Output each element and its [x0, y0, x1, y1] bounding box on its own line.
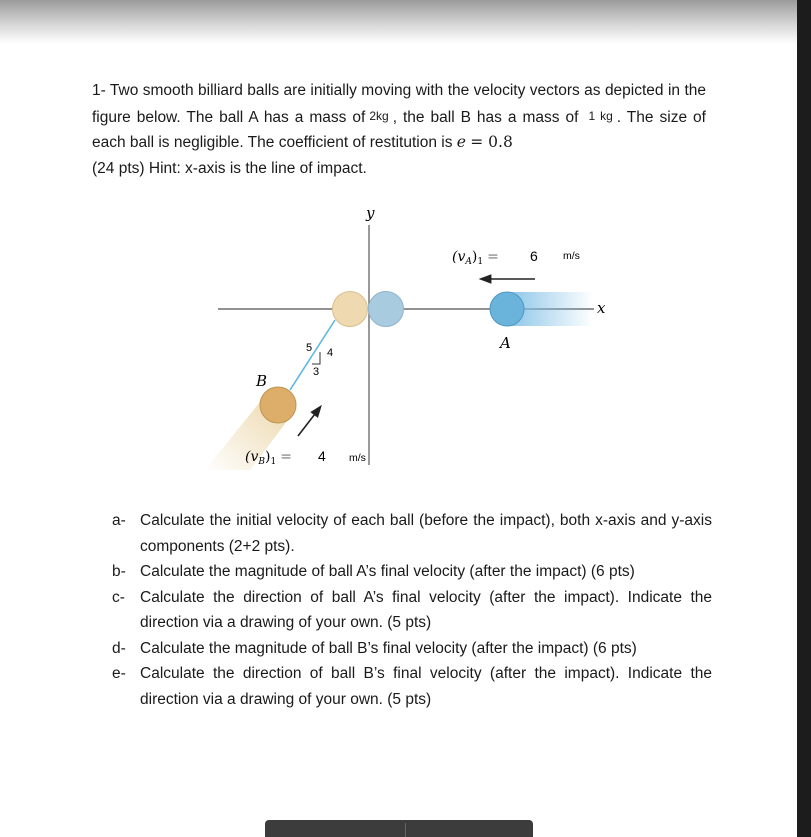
va-close: ) — [471, 249, 478, 265]
part-letter: e- — [112, 665, 126, 682]
part-text: Calculate the magnitude of ball A’s final velocity (after the impact) (6 pts) — [140, 563, 635, 580]
problem-points: (24 pts) — [92, 159, 145, 177]
part-text: Calculate the initial velocity of each ball (before the impact), both x-axis and y-axis components (2+2 pts). — [140, 512, 712, 555]
mass-b-value: 1 kg — [588, 108, 613, 123]
restitution-symbol: e — [456, 133, 466, 151]
part-text: Calculate the direction of ball A’s final velocity (after the impact). Indicate the direction via a drawing of your own. (5 pts) — [140, 588, 712, 631]
velocity-b-label — [245, 449, 292, 467]
question-part — [112, 661, 712, 712]
part-letter: c- — [112, 588, 125, 606]
vb-close: ) — [265, 449, 271, 465]
question-parts — [112, 508, 712, 712]
billiard-figure — [200, 200, 620, 480]
va-eq: = — [487, 249, 499, 265]
x-axis-label: x — [597, 299, 606, 317]
part-letter: a- — [112, 512, 126, 529]
velocity-a-value: 6 — [530, 248, 538, 264]
question-part — [112, 636, 712, 662]
toolbar-divider — [405, 823, 406, 837]
part-text: Calculate the magnitude of ball B’s final velocity (after the impact) (6 pts) — [140, 639, 637, 657]
velocity-b-unit: m/s — [349, 452, 366, 464]
velocity-b-arrow — [298, 410, 318, 436]
y-axis-label: y — [366, 204, 375, 222]
ghost-ball-b-at-impact — [333, 292, 368, 327]
problem-statement — [92, 78, 706, 181]
va-sub: A — [465, 257, 472, 267]
bottom-toolbar[interactable] — [265, 820, 533, 837]
question-part — [112, 585, 712, 636]
browser-top-shadow — [0, 0, 811, 44]
mass-a-value: 2kg — [369, 108, 389, 123]
restitution-value: = 0.8 — [470, 133, 513, 151]
vb-one: 1 — [270, 457, 277, 467]
ball-a-label: A — [500, 334, 511, 352]
vb-eq: = — [280, 449, 292, 465]
problem-hint: Hint: x-axis is the line of impact. — [148, 159, 367, 177]
question-part — [112, 559, 712, 585]
ball-b-label: B — [256, 372, 268, 390]
problem-post: . The size of each ball is negligible. The coefficient of restitution is — [92, 108, 706, 151]
question-part — [112, 508, 712, 559]
va-open: (v — [452, 249, 466, 265]
part-letter: d- — [112, 639, 126, 657]
part-text: Calculate the direction of ball B’s final velocity (after the impact). Indicate the direction via a drawing of your own. (5 pts) — [140, 665, 712, 708]
vb-open: (v — [245, 449, 259, 465]
viewer-scrollbar[interactable] — [797, 0, 811, 837]
triangle-vertical-label: 4 — [327, 347, 334, 359]
problem-mid: , the ball B has a mass of — [392, 108, 579, 126]
velocity-b-value: 4 — [318, 448, 326, 464]
part-letter: b- — [112, 563, 126, 580]
ball-a — [490, 292, 524, 326]
vb-sub: B — [258, 457, 265, 467]
triangle-horizontal-label: 3 — [313, 366, 320, 378]
velocity-a-label — [452, 249, 499, 267]
velocity-a-unit: m/s — [563, 250, 580, 262]
va-one: 1 — [477, 257, 484, 267]
ghost-ball-a-at-impact — [369, 292, 404, 327]
triangle-hypotenuse-label: 5 — [306, 342, 313, 354]
problem-intro: 1- Two smooth billiard balls are initially moving with the velocity vectors as depicted in the figure below. The ball A has a mass of — [92, 82, 706, 126]
ball-b — [260, 387, 296, 423]
